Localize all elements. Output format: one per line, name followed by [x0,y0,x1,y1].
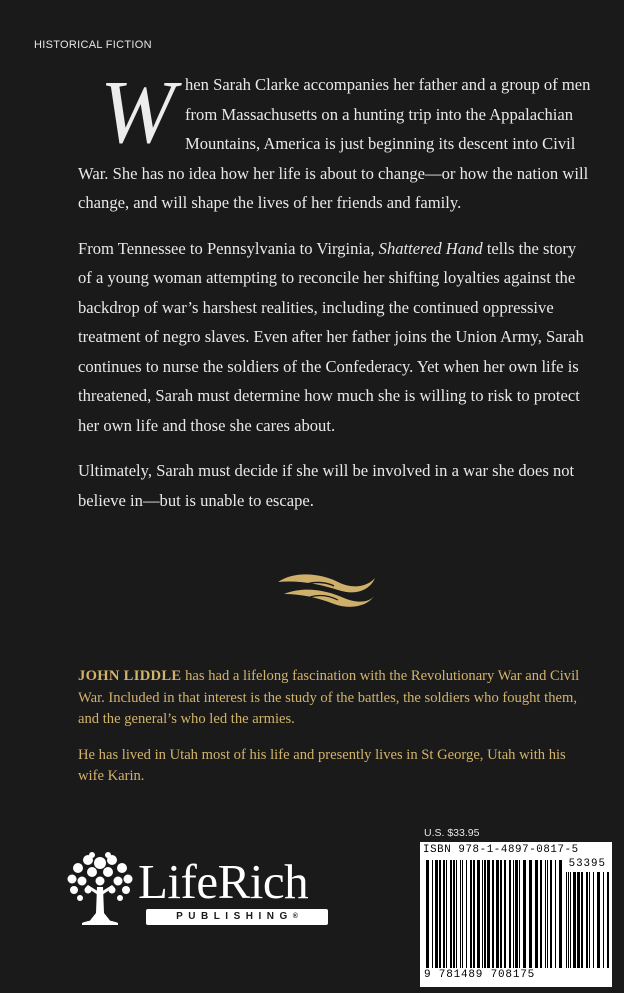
barcode-bar [513,860,514,968]
barcode-bar [573,872,576,968]
barcode-bar [450,860,452,968]
blurb-p1-text: hen Sarah Clarke accompanies her father and a group of men from Massachusetts on a hunting trip into the Appalachian Mountains, America is just beginning its descent into Civil War. She has no idea how her life is about to change—or how the nation will change, and will shape the lives of her friends and family. [78,75,591,212]
barcode-bar [593,872,594,968]
barcode-bar [446,860,447,968]
barcode-bar [529,860,532,968]
barcode-bar [462,860,463,968]
blurb-p2-rest: tells the story of a young woman attempting to reconcile her shifting loyalties against the backdrop of war’s harshest realities, including the continued oppressive treatment of negro slaves. Even after her father joins the Union Army, Sarah continues to nurse the soldiers of the Confederacy. Yet when her own life is threatened, Sarah must determine how much she is willing to risk to protect her own life and those she cares about. [78,238,584,435]
barcode-bar [477,860,480,968]
author-name: JOHN LIDDLE [78,668,182,684]
barcode-number: 9 781489 708175 [424,969,536,981]
barcode-bar [509,860,511,968]
blurb-p2-start: From Tennessee to Pennsylvania to Virginia, [78,238,379,258]
barcode-bar [581,872,583,968]
barcode-bar [519,860,520,968]
author-bio [78,666,594,802]
publisher-tagline [146,909,328,925]
drop-cap: W [100,63,175,162]
barcode-bar [523,860,526,968]
barcode-bars [420,842,612,987]
barcode-bar [496,860,499,968]
blurb-paragraph-1 [78,63,592,218]
book-title-italic: Shattered Hand [378,238,483,258]
barcode-bar [426,860,429,968]
isbn-label: ISBN 978-1-4897-0817-5 [423,844,579,856]
barcode-bar [535,860,538,968]
barcode-bar [577,872,580,968]
barcode-bar [568,872,569,968]
author-bio-paragraph-2: He has lived in Utah most of his life and presently lives in St George, Utah with his wife Karin. [78,746,566,784]
barcode-bar [566,872,567,968]
barcode-bar [607,872,609,968]
barcode-bar [484,860,486,968]
publisher-logo [62,853,332,928]
addon-barcode-bars [566,872,609,968]
registered-mark: ® [292,913,298,920]
barcode-bar [487,860,490,968]
barcode-bar [545,860,546,968]
barcode-bar [589,872,590,968]
barcode-bar [473,860,475,968]
barcode-bar [504,860,506,968]
barcode-bar [570,872,571,968]
main-barcode-bars [426,860,562,968]
barcode-bar [500,860,502,968]
barcode-bar [482,860,483,968]
barcode-bar [597,872,600,968]
barcode-bar [547,860,548,968]
publisher-name: LifeRich [138,854,309,909]
author-bio-1-text: has had a lifelong fascination with the Revolutionary War and Civil War. Included in that interest is the study of the battles, the soldiers who fought them, and the general’s who led the armies. [78,668,580,727]
book-blurb [78,63,592,531]
blurb-paragraph-3: Ultimately, Sarah must decide if she will be involved in a war she does not believe in—but is unable to escape. [78,461,575,510]
barcode-bar [456,860,457,968]
barcode-bar [603,872,604,968]
genre-label: HISTORICAL FICTION [34,39,152,51]
gold-flourish-icon [274,572,378,608]
barcode-bar [453,860,455,968]
author-bio-paragraph-1 [78,666,594,731]
barcode-bar [515,860,518,968]
barcode-bar [586,872,588,968]
barcode-bar [435,860,438,968]
barcode-bar [439,860,441,968]
barcode-bar [466,860,467,968]
barcode-bar [460,860,461,968]
price-label: U.S. $33.95 [424,827,480,839]
barcode-bar [470,860,472,968]
barcode-bar [432,860,433,968]
tree-icon [62,851,138,929]
barcode-bar [492,860,494,968]
barcode-bar [540,860,542,968]
barcode-bar [559,860,562,968]
price-code: 53395 [568,858,606,870]
barcode-bar [555,860,556,968]
barcode-bar [550,860,552,968]
publisher-tagline-text: PUBLISHING [176,911,293,922]
isbn-barcode [420,842,612,987]
barcode-bar [443,860,445,968]
blurb-paragraph-2 [78,234,592,441]
